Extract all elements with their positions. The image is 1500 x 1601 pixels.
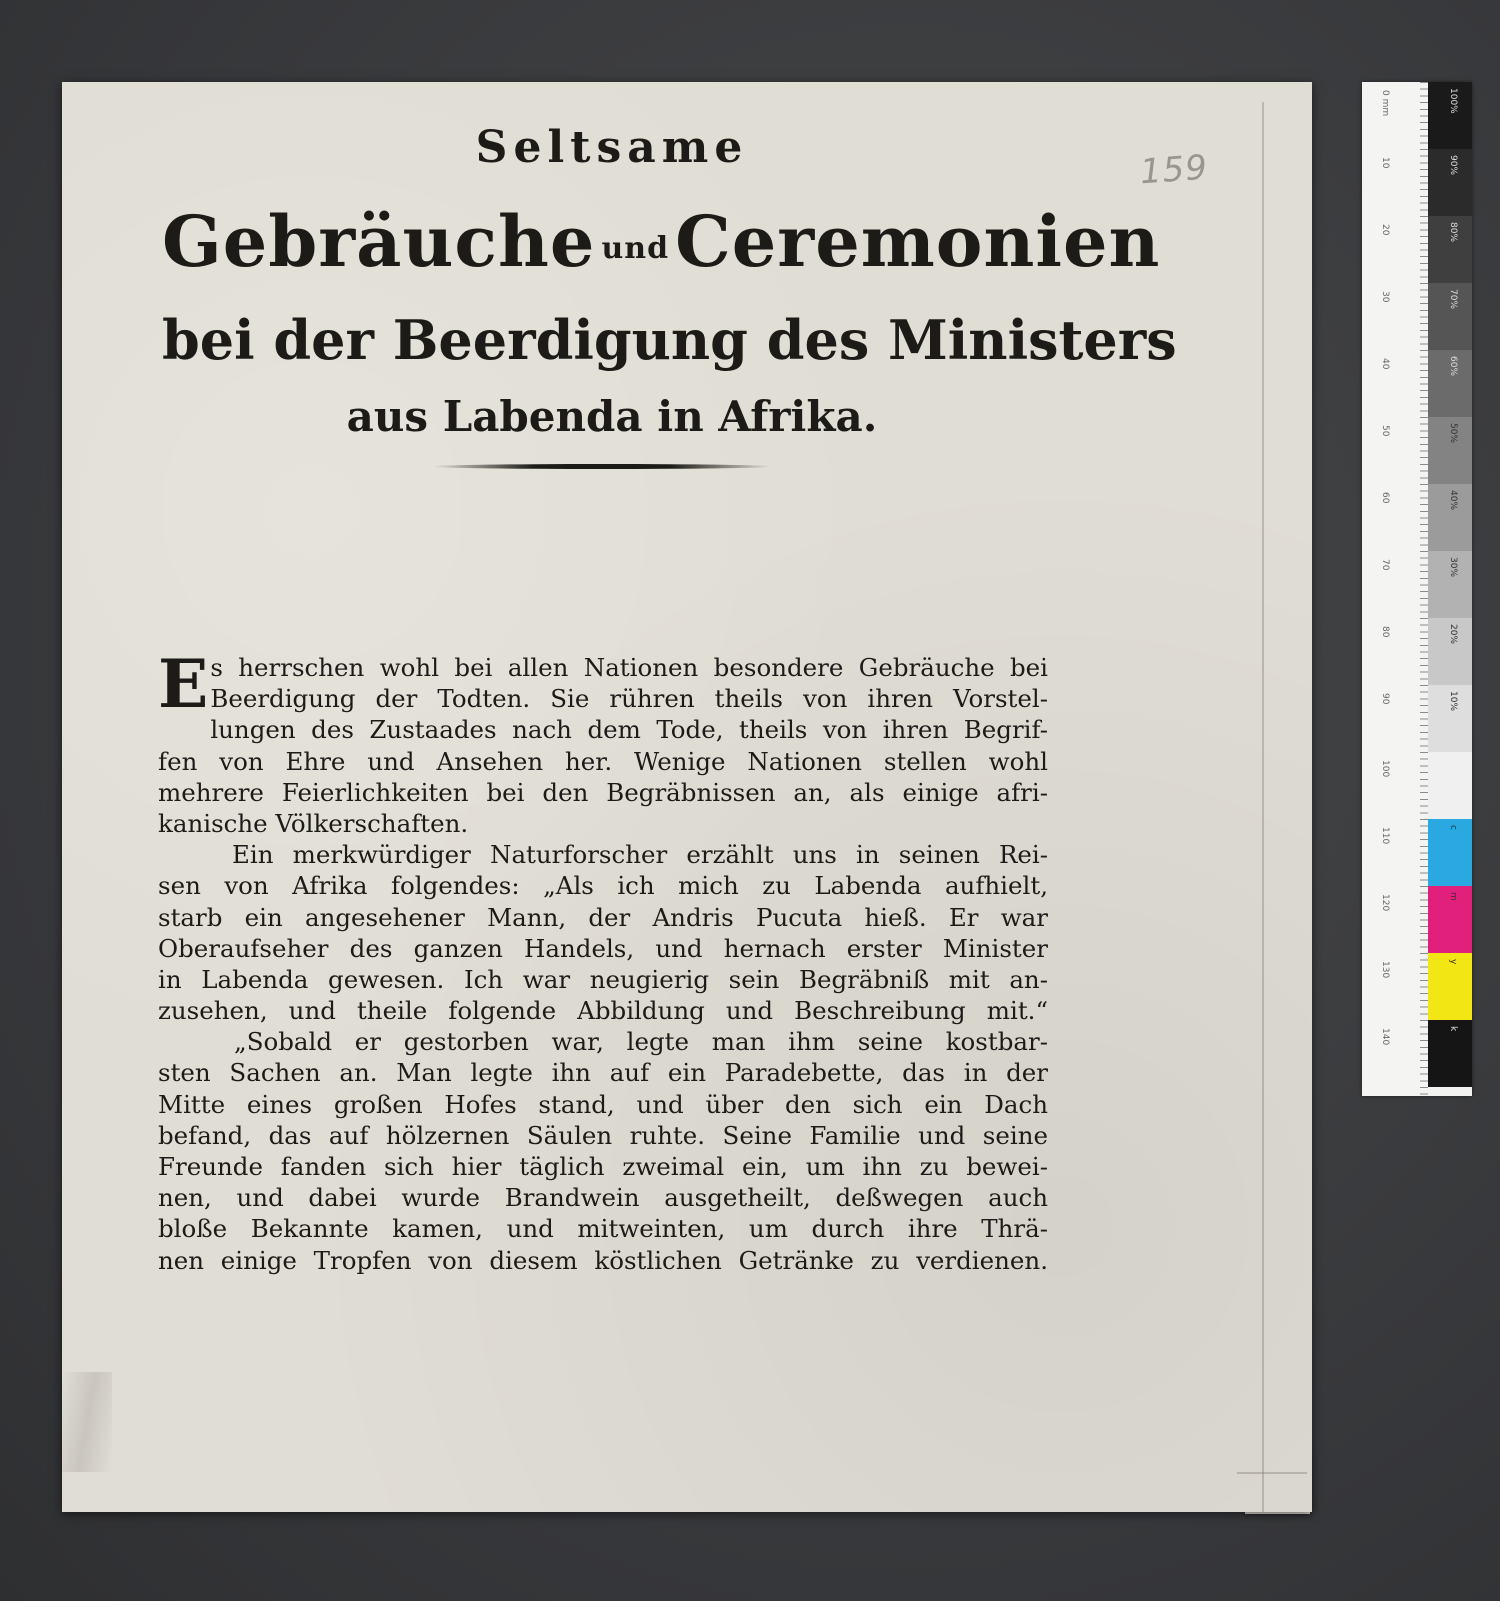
title-line-1: Seltsame [475, 122, 749, 173]
ornamental-rule [432, 464, 772, 469]
body-line: Ein merkwürdiger Naturforscher erzählt uns in seinen Rei- [232, 840, 1048, 870]
patch-label: 20% [1448, 624, 1458, 645]
color-calibration-target [1362, 82, 1472, 1096]
gray-patch [1428, 216, 1472, 283]
patch-label: 30% [1448, 557, 1458, 578]
cmyk-patch [1428, 953, 1472, 1020]
cmyk-patch [1428, 1020, 1472, 1087]
body-line: s herrschen wohl bei allen Nationen besondere Gebräuche bei [210, 653, 1048, 682]
body-line: nen, und dabei wurde Brandwein ausgetheilt, deßwegen auch [158, 1183, 1048, 1213]
gray-patch [1428, 484, 1472, 551]
body-line: in Labenda gewesen. Ich war neugierig sein Begräbniß mit an- [158, 964, 1048, 994]
patch-label: 60% [1448, 356, 1458, 377]
body-line: „Sobald er gestorben war, legte man ihm seine kostbar- [234, 1027, 1048, 1057]
body-line: zusehen, und theile folgende Abbildung und Beschreibung mit.“ [158, 996, 1048, 1026]
scale-label: 50 [1380, 425, 1390, 437]
body-line: nen einige Tropfen von diesem köstlichen Getränke zu verdienen. [158, 1245, 1048, 1275]
mm-scale-ruler [1362, 82, 1428, 1096]
scale-label: 60 [1380, 492, 1390, 504]
patch-label: y [1448, 959, 1458, 965]
patch-label: 50% [1448, 423, 1458, 444]
gray-patch [1428, 283, 1472, 350]
title-word-und: und [601, 230, 670, 266]
scale-label: 100 [1380, 760, 1390, 778]
body-line: mehrere Feierlichkeiten bei den Begräbnissen an, als einige afri- [158, 777, 1048, 807]
cmyk-patch [1428, 886, 1472, 953]
scale-label: 130 [1380, 961, 1390, 979]
patch-label: 100% [1448, 88, 1458, 114]
patch-label: 80% [1448, 222, 1458, 243]
title-word-ceremonien: Ceremonien [675, 200, 1161, 283]
body-line: starb ein angesehener Mann, der Andris Pucuta hieß. Er war [158, 902, 1048, 932]
gray-patch [1428, 685, 1472, 752]
scale-label: 20 [1380, 224, 1390, 236]
patch-label: 90% [1448, 155, 1458, 176]
patch-label: m [1448, 892, 1458, 901]
scale-label: 120 [1380, 894, 1390, 912]
scale-label: 40 [1380, 358, 1390, 370]
gray-patch [1428, 752, 1472, 819]
scale-label: 10 [1380, 157, 1390, 169]
gray-patch [1428, 149, 1472, 216]
body-line: Beerdigung der Todten. Sie rühren theils von ihren Vorstel- [210, 684, 1048, 714]
pencil-page-number: 159 [1138, 147, 1210, 193]
gray-patch [1428, 417, 1472, 484]
patch-label: 10% [1448, 691, 1458, 712]
page-edge-line-bottom [1237, 1472, 1307, 1474]
body-line: sen von Afrika folgendes: „Als ich mich zu Labenda aufhielt, [158, 871, 1048, 901]
patch-label: k [1448, 1026, 1458, 1032]
gray-patch [1428, 82, 1472, 149]
body-line: Mitte eines großen Hofes stand, und über den sich ein Dach [158, 1089, 1048, 1119]
color-patches [1428, 82, 1472, 1096]
scale-label: 0 mm [1380, 90, 1390, 117]
scale-label: 90 [1380, 693, 1390, 705]
scale-label: 140 [1380, 1028, 1390, 1046]
patch-label: 40% [1448, 490, 1458, 511]
title-line-2 [162, 200, 1161, 283]
body-line: bloße Bekannte kamen, und mitweinten, um durch ihre Thrä- [158, 1214, 1048, 1244]
worn-corner [62, 1372, 112, 1472]
body-line: lungen des Zustaades nach dem Tode, theils von ihren Begrif- [210, 715, 1048, 745]
gray-patch [1428, 350, 1472, 417]
body-line: Oberaufseher des ganzen Handels, und hernach erster Minister [158, 933, 1048, 963]
title-line-3: bei der Beerdigung des Ministers [162, 308, 1177, 372]
patch-label: c [1448, 825, 1458, 830]
gray-patch [1428, 551, 1472, 618]
body-line: befand, das auf hölzernen Säulen ruhte. Seine Familie und seine [158, 1120, 1048, 1150]
cmyk-patch [1428, 819, 1472, 886]
title-word-gebraeuche: Gebräuche [162, 200, 596, 283]
body-line: fen von Ehre und Ansehen her. Wenige Nationen stellen wohl [158, 746, 1048, 776]
body-text [158, 645, 1048, 1276]
document-page [62, 82, 1312, 1512]
scale-label: 70 [1380, 559, 1390, 571]
patch-label: 70% [1448, 289, 1458, 310]
gray-patch [1428, 618, 1472, 685]
scale-label: 30 [1380, 291, 1390, 303]
scale-label: 110 [1380, 827, 1390, 845]
drop-cap: E [158, 645, 209, 723]
body-line: Freunde fanden sich hier täglich zweimal ein, um ihn zu bewei- [158, 1152, 1048, 1181]
title-line-4: aus Labenda in Afrika. [346, 392, 878, 441]
body-line: kanische Völkerschaften. [158, 808, 469, 838]
page-edge-line [1262, 102, 1264, 1512]
scale-label: 80 [1380, 626, 1390, 638]
body-line: sten Sachen an. Man legte ihn auf ein Paradebette, das in der [158, 1058, 1048, 1088]
